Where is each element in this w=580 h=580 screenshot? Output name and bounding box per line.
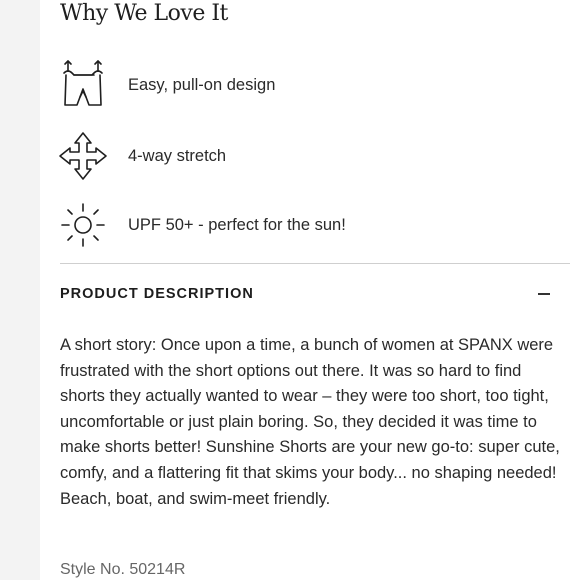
feature-item (58, 131, 226, 181)
product-description-header[interactable] (60, 286, 550, 302)
style-number: Style No. 50214R (60, 561, 186, 578)
sun-icon (58, 200, 108, 250)
divider (60, 263, 570, 264)
feature-label: Easy, pull-on design (128, 75, 276, 94)
product-description-text: A short story: Once upon a time, a bunch of women at SPANX were frustrated with the short options out there. It was so hard to find shorts they actually wanted to wear – they were too short, too tight, uncomfortable or just plain boring. So, they decided it was time to make shorts better! Sunshine Shorts are your new go-to: super cute, comfy, and a flattering fit that skims your body... no shaping needed! Beach, boat, and swim-meet friendly. (60, 336, 560, 508)
minus-icon[interactable] (538, 293, 550, 295)
feature-item (58, 200, 346, 250)
feature-label: 4-way stretch (128, 146, 227, 165)
product-details-card (40, 0, 580, 580)
pull-on-shorts-icon (58, 60, 108, 110)
four-way-arrows-icon (58, 131, 108, 181)
section-heading: Why We Love It (60, 1, 228, 26)
feature-item (58, 60, 275, 110)
product-description-title: PRODUCT DESCRIPTION (60, 286, 254, 302)
feature-label: UPF 50+ - perfect for the sun! (128, 215, 346, 234)
